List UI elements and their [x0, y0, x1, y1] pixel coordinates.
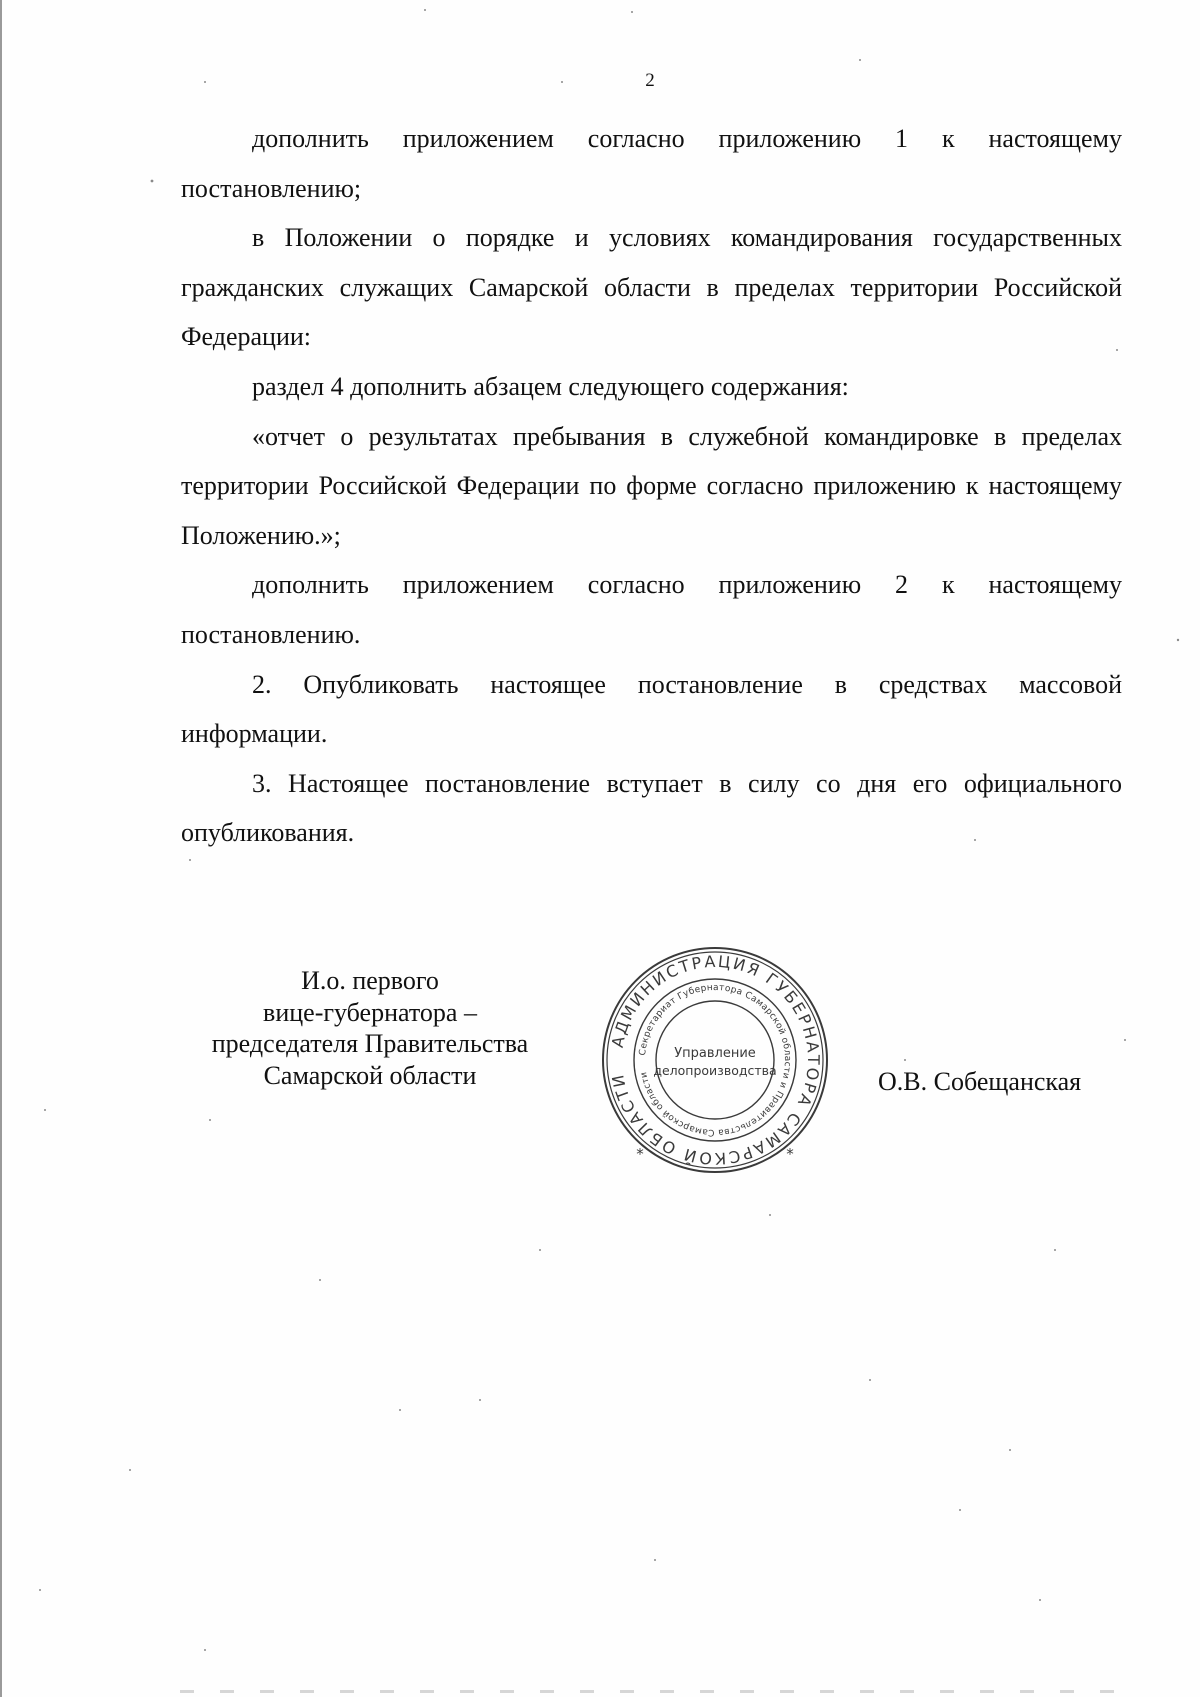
document-body — [181, 114, 1122, 858]
seal-inner-text: Секретариат Губернатора Самарской области и Правительства Самарской области — [638, 982, 793, 1138]
paragraph-section-4: раздел 4 дополнить абзацем следующего содержания: — [252, 371, 849, 401]
seal-outer-text: АДМИНИСТРАЦИЯ ГУБЕРНАТОРА САМАРСКОЙ ОБЛАСТИ — [607, 951, 824, 1169]
paragraph-effective-date: 3. Настоящее постановление вступает в силу со дня его официального опубликования. — [181, 768, 1122, 848]
signature-position-block — [190, 965, 550, 1091]
signer-name: О.В. Собещанская — [878, 1067, 1082, 1096]
signature-position-line: председателя Правительства — [211, 1029, 529, 1058]
seal-star-left: * — [636, 1145, 644, 1163]
paragraph-publish: 2. Опубликовать настоящее постановление в средствах массовой информации. — [181, 669, 1122, 749]
signature-position-line: Самарской области — [263, 1060, 477, 1090]
official-seal-stamp — [600, 945, 830, 1175]
paragraph-add-appendix-2: дополнить приложением согласно приложению 2 к настоящему постановлению. — [181, 570, 1122, 649]
page-number: 2 — [645, 70, 655, 91]
paragraph-report-quote: «отчет о результатах пребывания в служебной командировке в пределах территории Российской Федерации по форме согласно приложению к настоящему Положению.»; — [181, 421, 1122, 550]
signature-position-line: вице-губернатора – — [263, 997, 477, 1027]
scan-left-edge — [0, 0, 2, 1697]
seal-center-line-1: Управление — [674, 1046, 756, 1061]
paragraph-add-appendix-1: дополнить приложением согласно приложению 1 к настоящему постановлению; — [181, 124, 1122, 203]
seal-star-right: * — [786, 1145, 794, 1163]
scan-bottom-edge-noise — [180, 1690, 1140, 1693]
signature-position-line: И.о. первого — [301, 966, 439, 995]
paragraph-regulation-reference: в Положении о порядке и условиях командирования государственных гражданских служащих Самарской области в пределах территории Российской Федерации: — [181, 223, 1122, 352]
seal-center-line-2: делопроизводства — [653, 1063, 777, 1078]
